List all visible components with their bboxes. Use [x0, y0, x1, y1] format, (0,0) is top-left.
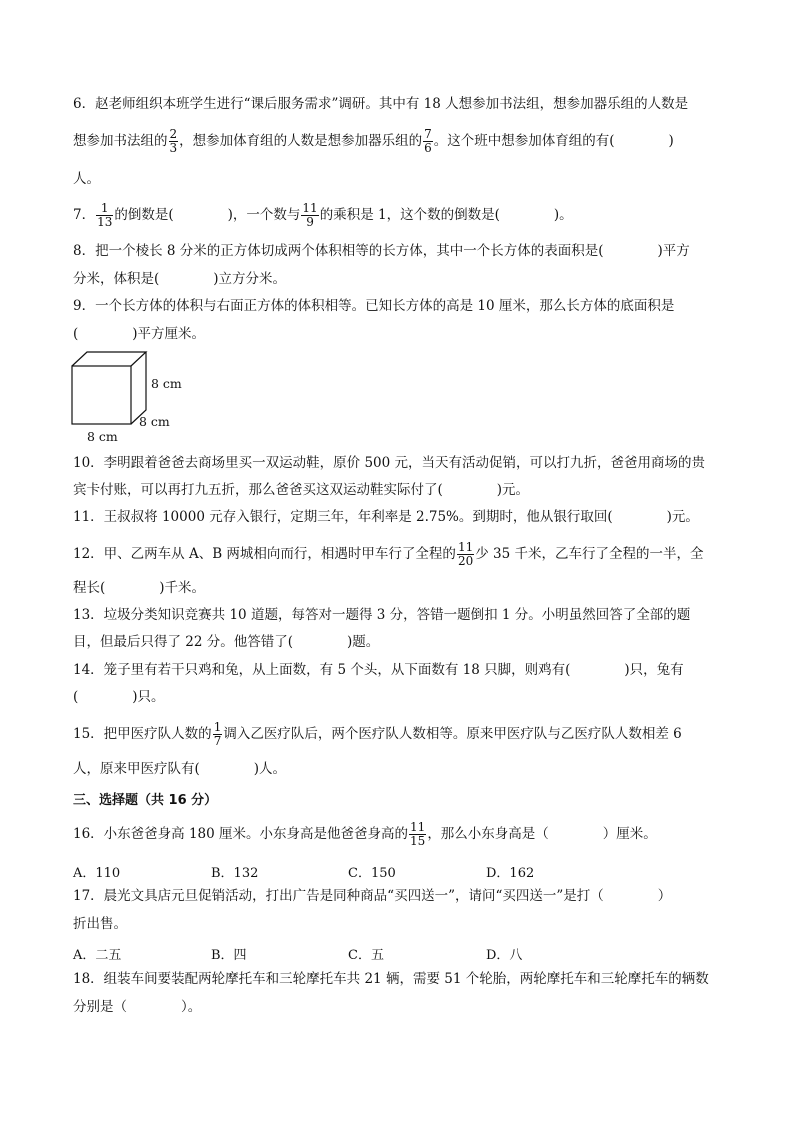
- q12-line1: [73, 541, 723, 568]
- q15-text-b: 调入乙医疗队后，两个医疗队人数相等。原来甲医疗队与乙医疗队人数相差 6: [223, 726, 682, 742]
- cube-diagram: [70, 350, 150, 428]
- q17-option-c[interactable]: C．五: [348, 948, 384, 963]
- q15-text-a: 15．把甲医疗队人数的: [73, 726, 212, 742]
- q7-number: 7．: [73, 207, 96, 223]
- q16-option-b[interactable]: B．132: [211, 866, 259, 881]
- q7-text-c: 的乘积是 1，这个数的倒数是( )。: [319, 207, 573, 223]
- q16-line1: [73, 821, 723, 848]
- q16-text-a: 16．小东爸爸身高 180 厘米。小东身高是他爸爸身高的: [73, 826, 409, 842]
- q16-fraction-11-15: $\frac{11}{15}$: [410, 820, 426, 848]
- q14-line1: 14．笼子里有若干只鸡和兔，从上面数，有 5 个头，从下面数有 18 只脚，则鸡有( )只，兔有: [73, 662, 684, 678]
- q15-line2: 人，原来甲医疗队有( )人。: [73, 761, 287, 777]
- q8-line1: 8．把一个棱长 8 分米的正方体切成两个体积相等的长方体，其中一个长方体的表面积是( )平方: [73, 243, 690, 259]
- q17-option-b[interactable]: B．四: [211, 948, 247, 963]
- cube-width-label: 8 cm: [87, 429, 118, 444]
- cube-depth-label: 8 cm: [139, 414, 170, 429]
- q7-text-b: 的倒数是( )，一个数与: [114, 207, 301, 223]
- q12-fraction-11-20: $\frac{11}{20}$: [457, 540, 474, 568]
- q16-text-b: ，那么小东身高是（ ）厘米。: [427, 826, 657, 842]
- q7-fraction-11-9: $\frac{11}{9}$: [302, 201, 318, 229]
- q6-fraction-2-3: $\frac{2}{3}$: [169, 127, 178, 155]
- q11-line1: 11．王叔叔将 10000 元存入银行，定期三年，年利率是 2.75%。到期时，他从银行取回( )元。: [73, 509, 699, 525]
- q15-fraction-1-7: $\frac{1}{7}$: [213, 720, 222, 748]
- q10-line1: 10．李明跟着爸爸去商场里买一双运动鞋，原价 500 元，当天有活动促销，可以打九折，爸爸用商场的贵: [73, 455, 706, 471]
- q6-text-b: ，想参加体育组的人数是想参加器乐组的: [179, 133, 423, 149]
- q12-line2: 程长( )千米。: [73, 580, 206, 596]
- cube-front-face: [72, 366, 131, 424]
- q17-line1: 17．晨光文具店元旦促销活动，打出广告是同种商品“买四送一”，请问“买四送一”是打（ ）: [73, 888, 672, 904]
- cube-top-face: [72, 352, 146, 366]
- q7-line: [73, 202, 723, 229]
- q6-text-a: 想参加书法组的: [73, 133, 168, 149]
- q16-option-a[interactable]: A．110: [73, 866, 121, 881]
- q17-line2: 折出售。: [73, 916, 127, 932]
- q12-text-a: 12．甲、乙两车从 A、B 两城相向而行，相遇时甲车行了全程的: [73, 546, 456, 562]
- q16-option-d[interactable]: D．162: [486, 866, 535, 881]
- q13-line1: 13．垃圾分类知识竞赛共 10 道题，每答对一题得 3 分，答错一题倒扣 1 分。小明虽然回答了全部的题: [73, 607, 691, 623]
- q6-fraction-7-6: $\frac{7}{6}$: [424, 127, 432, 155]
- cube-height-label: 8 cm: [151, 376, 182, 391]
- q18-line2: 分别是（ ）。: [73, 999, 202, 1015]
- q9-line1: 9．一个长方体的体积与右面正方体的体积相等。已知长方体的高是 10 厘米，那么长方体的底面积是: [73, 298, 675, 314]
- q18-line1: 18．组装车间要装配两轮摩托车和三轮摩托车共 21 辆，需要 51 个轮胎，两轮摩托车和三轮摩托车的辆数: [73, 971, 709, 987]
- q9-line2: ( )平方厘米。: [73, 326, 206, 342]
- q10-line2: 宾卡付账，可以再打九五折，那么爸爸买这双运动鞋实际付了( )元。: [73, 482, 530, 498]
- q13-line2: 目，但最后只得了 22 分。他答错了( )题。: [73, 634, 380, 650]
- q7-fraction-1-13: $\frac{1}{13}$: [97, 201, 113, 229]
- q6-line3: 人。: [73, 171, 100, 187]
- q14-line2: ( )只。: [73, 689, 165, 705]
- q6-line2: [73, 128, 723, 155]
- q17-option-d[interactable]: D．八: [486, 948, 523, 963]
- q17-option-a[interactable]: A．二五: [73, 948, 122, 963]
- q6-line1: 6．赵老师组织本班学生进行“课后服务需求”调研。其中有 18 人想参加书法组，想参加器乐组的人数是: [73, 96, 689, 112]
- q15-line1: [73, 721, 723, 748]
- q16-option-c[interactable]: C．150: [348, 866, 396, 881]
- q12-text-b: 少 35 千米，乙车行了全程的一半，全: [475, 546, 704, 562]
- q8-line2: 分米，体积是( )立方分米。: [73, 271, 287, 287]
- section-heading-choice: 三、选择题（共 16 分）: [73, 793, 218, 808]
- q6-text-c: 。这个班中想参加体育组的有( ): [433, 133, 674, 149]
